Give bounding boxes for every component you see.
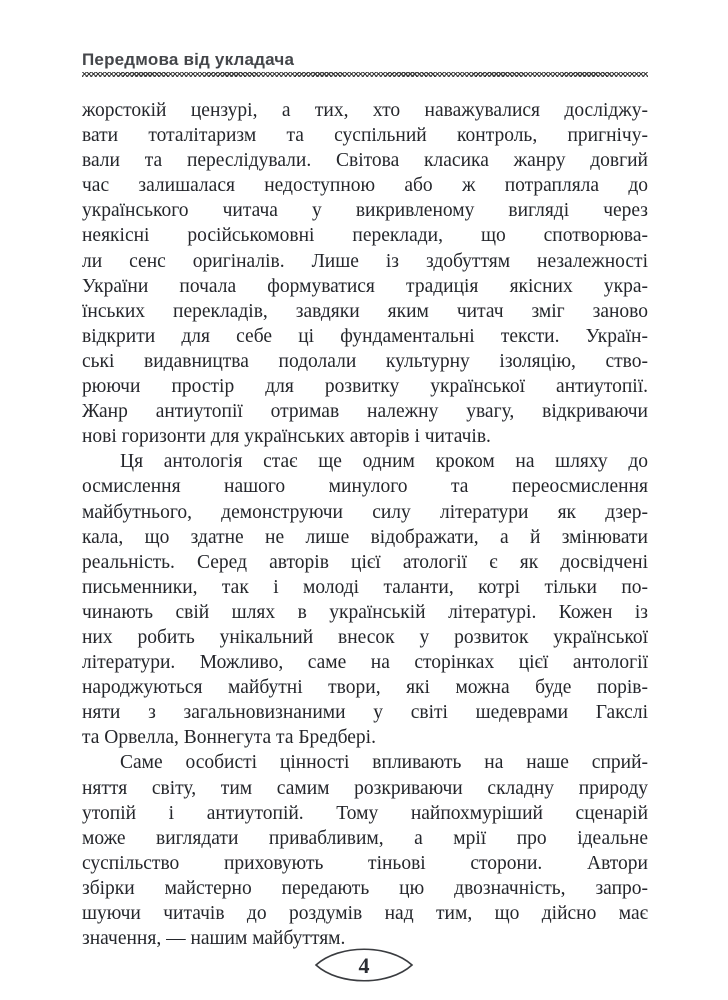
page-number: 4 <box>358 953 370 978</box>
text-line: вати тоталітаризм та суспільний контроль, пригнічу- <box>82 125 648 147</box>
text-line: час залишалася недоступною або ж потрапляла до <box>82 175 648 197</box>
text-line: няття світу, тим самим розкриваючи складну природу <box>82 777 648 799</box>
text-line: Саме особисті цінності впливають на наше сприй- <box>120 752 648 774</box>
text-line: значення, — нашим майбуттям. <box>82 928 346 950</box>
text-line: збірки майстерно передають цю двозначність, запро- <box>82 877 648 899</box>
text-line: ли сенс оригіналів. Лише із здобуттям незалежності <box>82 250 648 272</box>
text-line: рюючи простір для розвитку української антиутопії. <box>82 376 648 398</box>
text-line: нові горизонти для українських авторів і читачів. <box>82 426 491 448</box>
text-column <box>82 0 648 951</box>
text-line: суспільство приховують тіньові сторони. Автори <box>82 852 648 874</box>
paragraph <box>82 449 648 750</box>
text-line: майбутнього, демонструючи силу літератури як дзер- <box>82 501 648 523</box>
text-line: відкрити для себе ці фундаментальні тексти. Україн- <box>82 325 648 347</box>
text-line: шуючи читачів до роздумів над тим, що дійсно має <box>82 903 648 924</box>
text-line: українського читача у викривленому вигляді через <box>82 200 648 222</box>
page-number-ornament <box>313 941 415 989</box>
text-line: може виглядати привабливим, а мрії про ідеальне <box>82 827 648 849</box>
text-line: них робить унікальний внесок у розвиток української <box>82 626 648 648</box>
page-footer <box>0 941 728 989</box>
text-line: няти з загальновизнаними у світі шедеврами Гакслі <box>82 702 648 724</box>
text-line: утопій і антиутопій. Тому найпохмуріший сценарій <box>82 802 648 824</box>
text-line: жорстокій цензурі, а тих, хто наважувалися досліджу- <box>82 100 648 121</box>
text-line: літератури. Можливо, саме на сторінках цієї антології <box>82 652 648 674</box>
body-text <box>82 98 648 951</box>
text-line: вали та переслідували. Світова класика жанру довгий <box>82 150 648 172</box>
text-line: кала, що здатне не лише відображати, а й змінювати <box>82 526 648 548</box>
text-line: України почала формуватися традиція якісних укра- <box>82 275 648 297</box>
text-line: Ця антологія стає ще одним кроком на шляху до <box>120 451 648 473</box>
text-line: Жанр антиутопії отримав належну увагу, відкриваючи <box>82 401 648 423</box>
decorative-chain-rule <box>82 72 648 77</box>
text-line: та Орвелла, Воннегута та Бредбері. <box>82 727 376 749</box>
paragraph <box>82 750 648 951</box>
text-line: реальність. Серед авторів цієї атології є як досвідчені <box>82 551 648 573</box>
text-line: осмислення нашого минулого та переосмислення <box>82 476 648 498</box>
text-line: письменники, так і молоді таланти, котрі тільки по- <box>82 576 648 598</box>
text-line: ські видавництва подолали культурну ізоляцію, ство- <box>82 350 648 372</box>
text-line: їнських перекладів, завдяки яким читач зміг заново <box>82 300 648 322</box>
running-header-title: Передмова від укладача <box>82 50 295 69</box>
paragraph <box>82 98 648 449</box>
text-line: чинають свій шлях в українській літературі. Кожен із <box>82 601 648 623</box>
text-line: народжуються майбутні твори, які можна буде порів- <box>82 677 648 699</box>
text-line: неякісні російськомовні переклади, що спотворюва- <box>82 225 648 247</box>
